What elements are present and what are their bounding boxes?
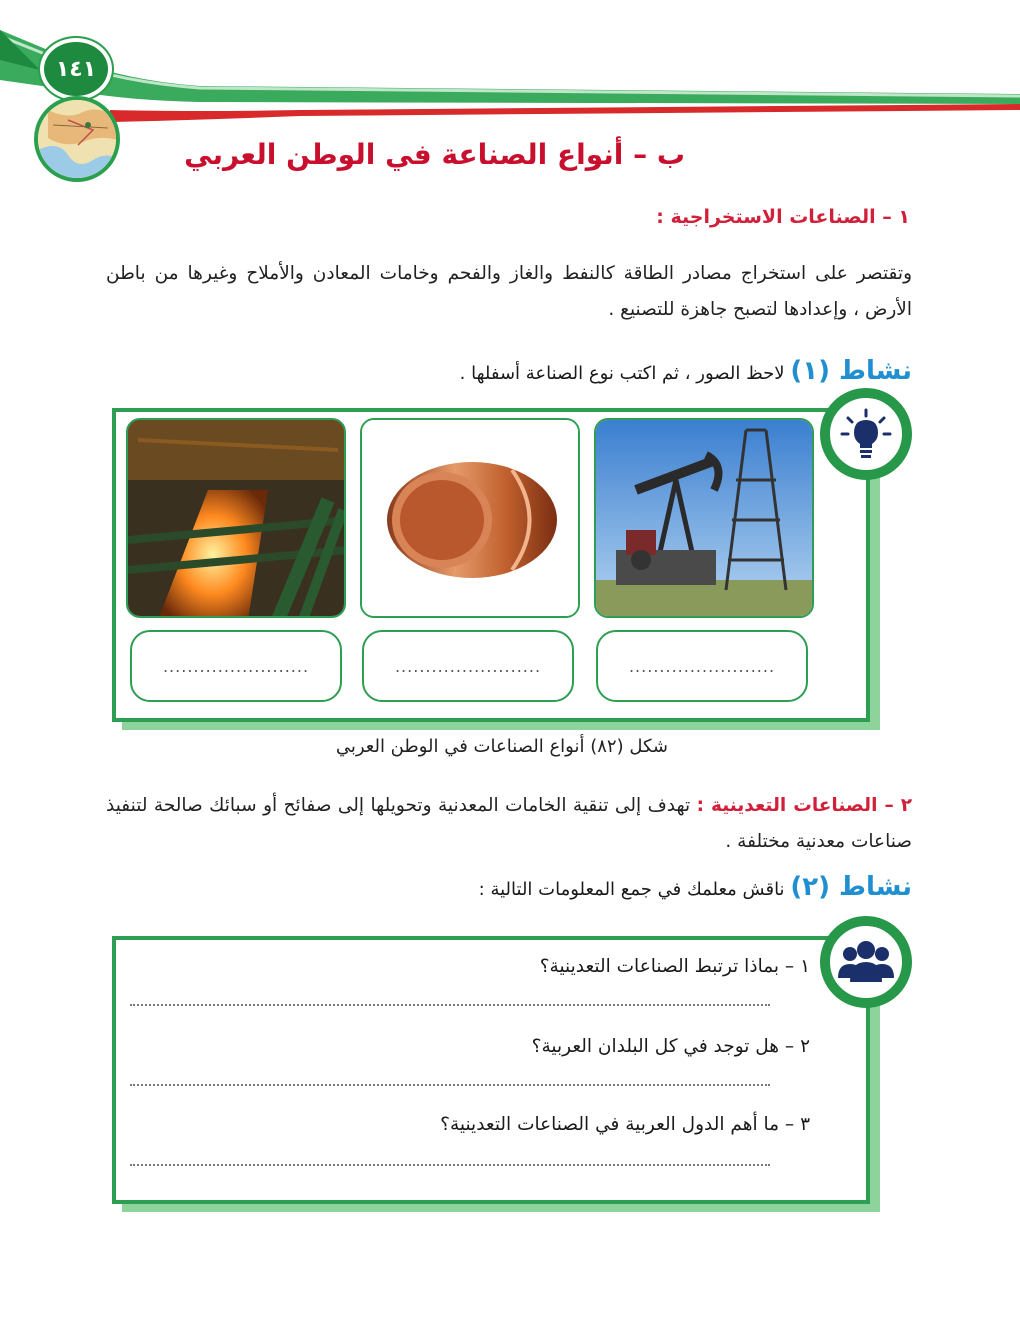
section1-heading: ١ – الصناعات الاستخراجية : — [656, 206, 910, 228]
steel-mill-image — [126, 418, 346, 618]
answer-blank-1[interactable]: ........................ — [596, 630, 808, 702]
activity2-line — [479, 872, 912, 902]
section2-text: تهدف إلى تنقية الخامات المعدنية وتحويلها إلى صفائح أو سبائك صالحة لتنفيذ صناعات معدنية مختلفة . — [106, 795, 912, 852]
answer-line-1[interactable] — [130, 1004, 770, 1006]
activity1-line — [460, 356, 912, 386]
question-3: ٣ – ما أهم الدول العربية في الصناعات التعدينية؟ — [440, 1114, 810, 1135]
map-thumbnail — [34, 96, 120, 182]
group-discussion-icon — [820, 916, 912, 1008]
answer-blank-3[interactable]: ........................ — [130, 630, 342, 702]
lightbulb-icon — [820, 388, 912, 480]
question-1: ١ – بماذا ترتبط الصناعات التعدينية؟ — [539, 956, 810, 977]
page-title: ب – أنواع الصناعة في الوطن العربي — [184, 138, 685, 171]
activity2-instruction: ناقش معلمك في جمع المعلومات التالية : — [478, 879, 785, 900]
answer-line-3[interactable] — [130, 1164, 770, 1166]
oil-pumpjack-image — [594, 418, 814, 618]
section1-text: وتقتصر على استخراج مصادر الطاقة كالنفط والغاز والفحم وخامات المعادن والأملاح وغيرها من باطن الأرض ، وإعدادها لتصبح جاهزة للتصنيع . — [106, 263, 912, 320]
answer-blank-2[interactable]: ........................ — [362, 630, 574, 702]
answer-line-2[interactable] — [130, 1084, 770, 1086]
activity1-label: نشاط (١) — [790, 356, 912, 386]
question-2: ٢ – هل توجد في كل البلدان العربية؟ — [531, 1036, 810, 1057]
figure-caption: شكل (٨٢) أنواع الصناعات في الوطن العربي — [335, 736, 668, 757]
page-number: ١٤١ — [40, 38, 112, 100]
activity1-instruction: لاحظ الصور ، ثم اكتب نوع الصناعة أسفلها . — [459, 363, 785, 384]
activity2-label: نشاط (٢) — [790, 872, 912, 902]
copper-roll-image — [360, 418, 580, 618]
section2-block — [106, 788, 912, 860]
section2-heading: ٢ – الصناعات التعدينية : — [696, 795, 912, 816]
